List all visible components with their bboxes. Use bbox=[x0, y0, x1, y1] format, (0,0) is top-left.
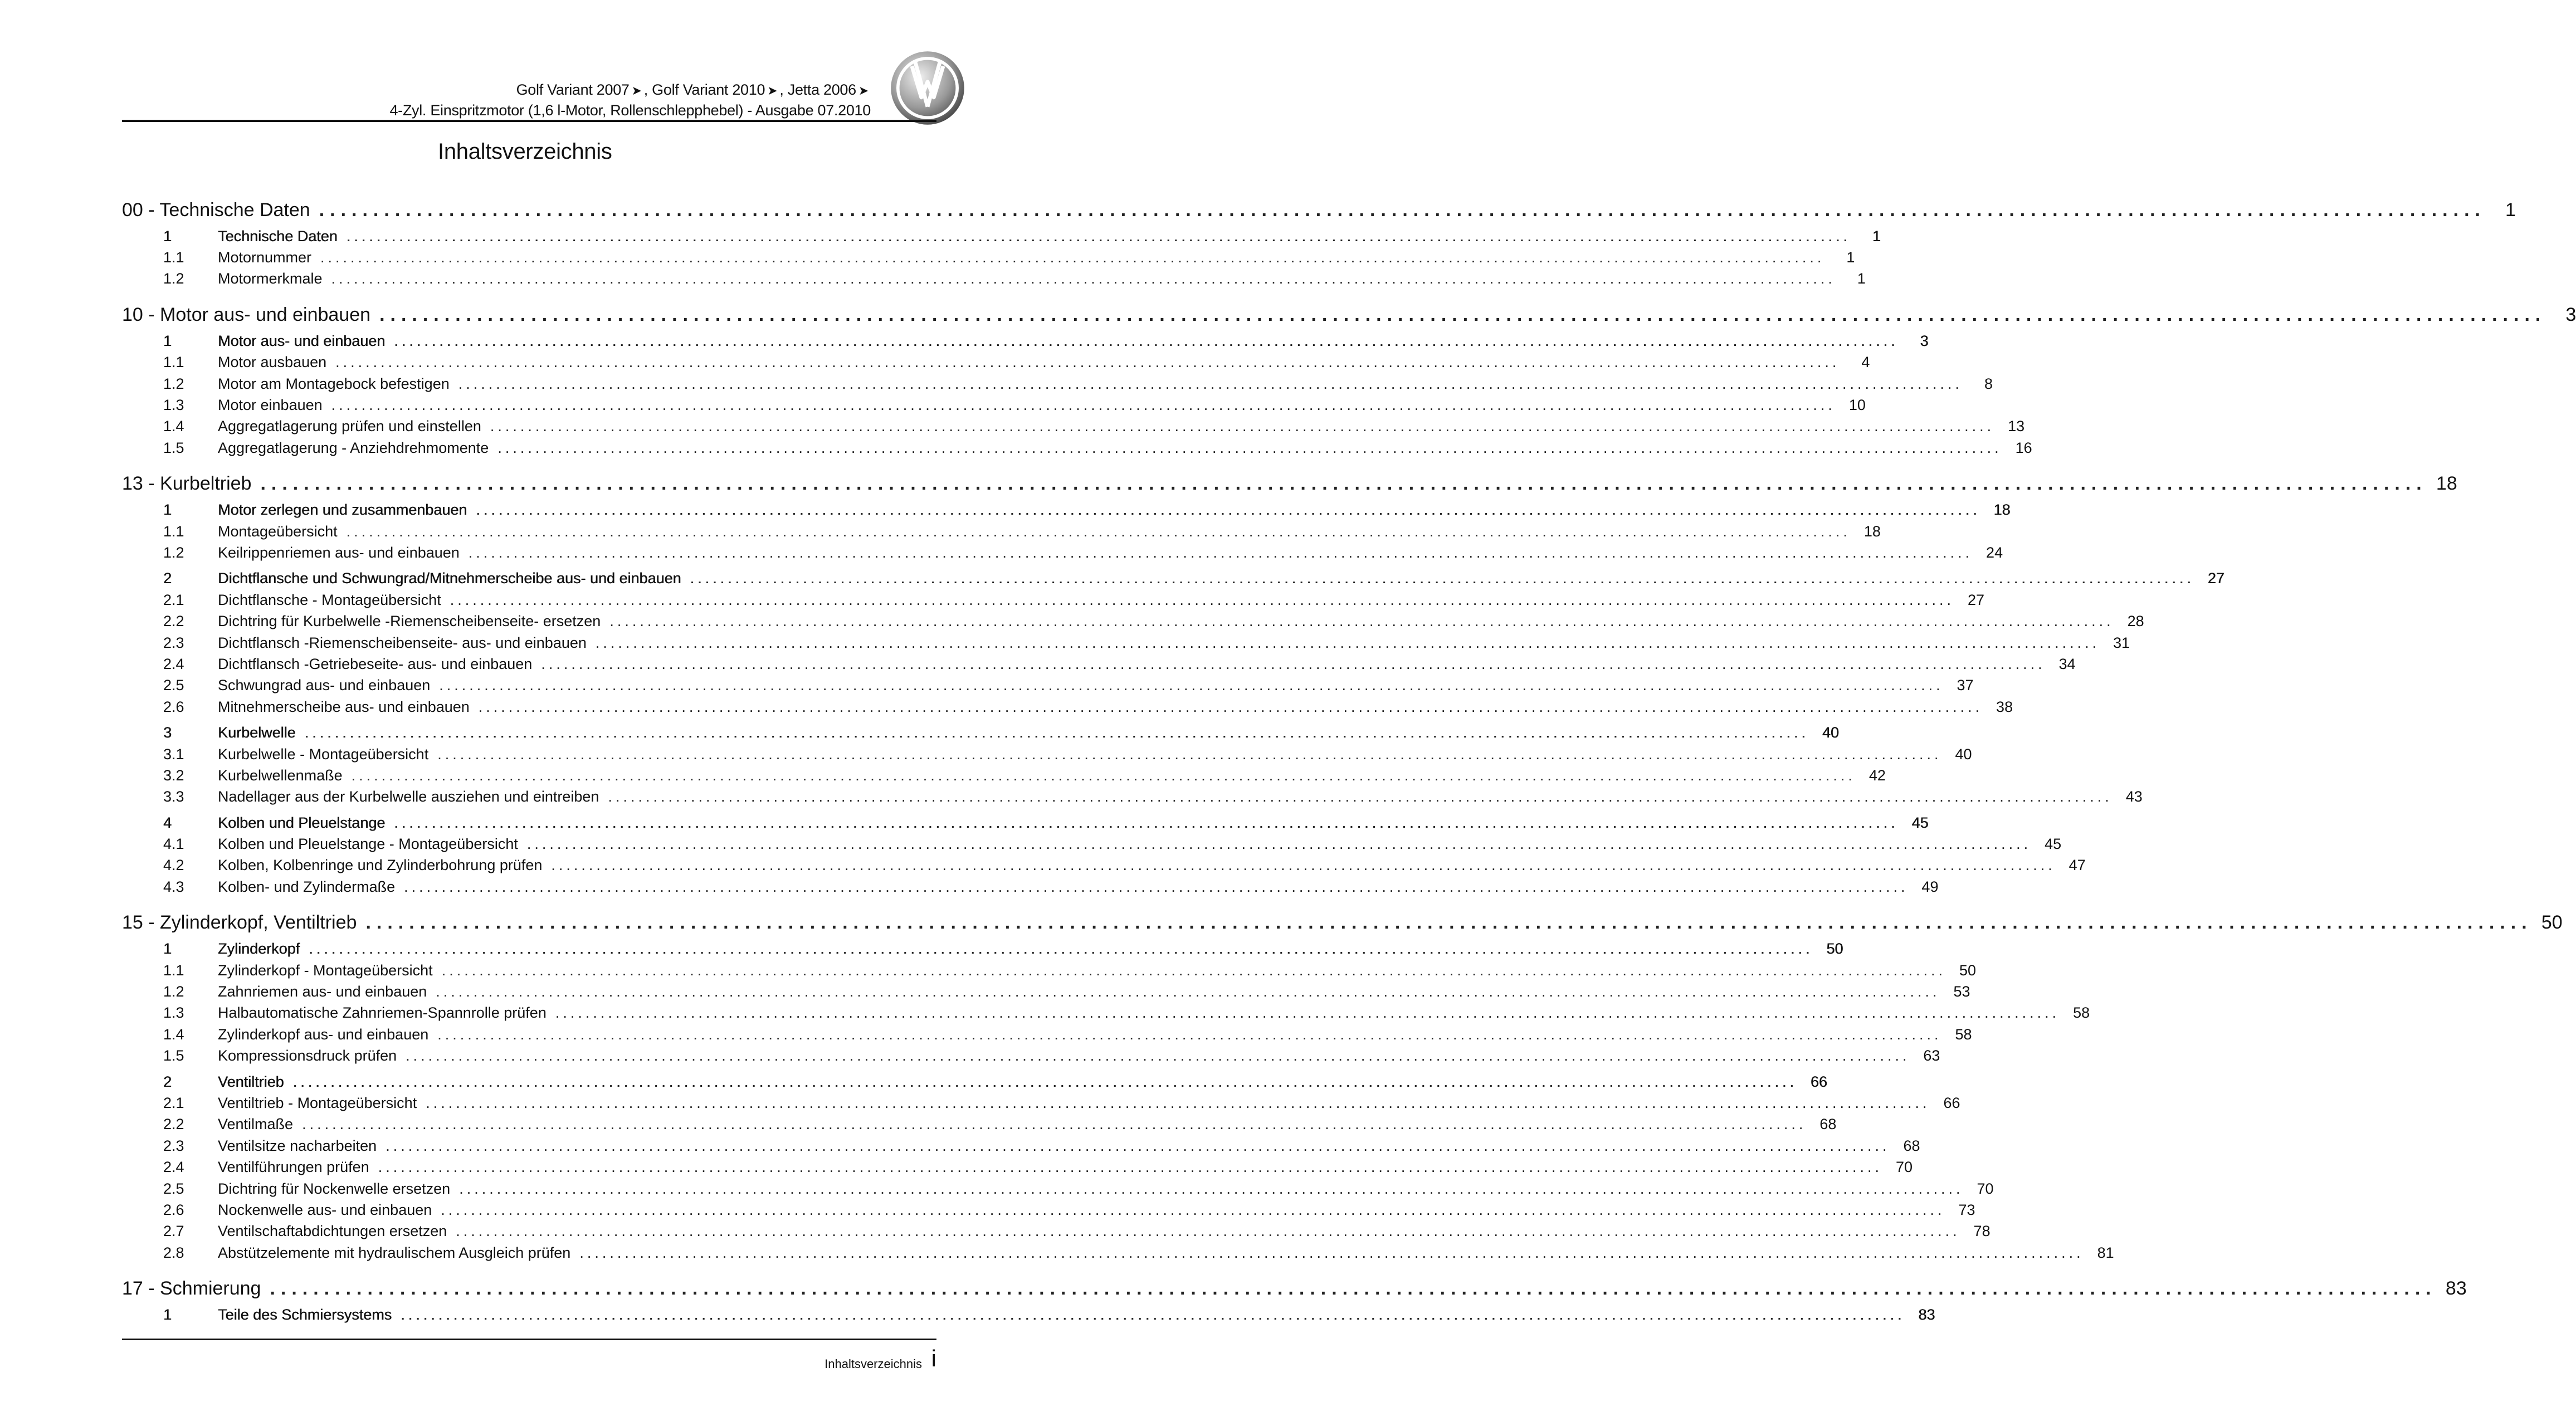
dot-leader: ........................................................................................................................................................................................................ bbox=[595, 634, 2100, 651]
chapter-title: 10 - Motor aus- und einbauen bbox=[122, 304, 371, 325]
entry-page: 58 bbox=[1955, 1025, 1972, 1043]
toc-entry[interactable] bbox=[122, 589, 1984, 611]
entry-title: Zahnriemen aus- und einbauen bbox=[218, 983, 427, 1000]
entry-title: Dichtflansch -Riemenscheibenseite- aus- und einbauen bbox=[218, 634, 587, 651]
dot-leader: ........................................................................................................................................................................................................ bbox=[394, 332, 1899, 349]
dot-leader: ........................................................................................................................................................................................................ bbox=[551, 857, 2056, 874]
table-of-contents bbox=[122, 197, 2576, 1326]
entry-title: Teile des Schmiersystems bbox=[218, 1306, 392, 1324]
chapter-page: 3 bbox=[2565, 304, 2576, 325]
entry-page: 3 bbox=[1920, 332, 1929, 349]
header-subtitle: 4-Zyl. Einspritzmotor (1,6 l-Motor, Rollenschlepphebel) - Ausgabe 07.2010 bbox=[389, 102, 871, 119]
dot-leader: ........................................................................................................................................................................................................ bbox=[351, 766, 1856, 784]
toc-entry[interactable] bbox=[122, 855, 2086, 876]
entry-page: 34 bbox=[2058, 655, 2076, 672]
chapter-title: 17 - Schmierung bbox=[122, 1277, 261, 1299]
entry-title: Aggregatlagerung - Anziehdrehmomente bbox=[218, 439, 489, 456]
dot-leader: ........................................................................................................................................................................................................ bbox=[394, 814, 1899, 831]
dot-leader: ........................................................................................................................................................................................................ bbox=[379, 304, 2546, 325]
dot-leader: ........................................................................................................................................................................................................ bbox=[441, 961, 1946, 979]
entry-title: Keilrippenriemen aus- und einbauen bbox=[218, 544, 460, 561]
toc-entry[interactable] bbox=[122, 611, 2144, 632]
arrow-icon: ➤ bbox=[631, 84, 642, 97]
entry-page: 47 bbox=[2068, 857, 2086, 874]
toc-entry[interactable] bbox=[122, 833, 2062, 854]
toc-entry[interactable] bbox=[122, 1242, 2114, 1263]
entry-page: 40 bbox=[1822, 724, 1839, 741]
entry-number: 2.4 bbox=[163, 655, 184, 672]
entry-number: 1.4 bbox=[163, 418, 184, 435]
entry-title: Schwungrad aus- und einbauen bbox=[218, 677, 431, 694]
dot-leader: ........................................................................................................................................................................................................ bbox=[302, 1116, 1807, 1133]
footer-section: Inhaltsverzeichnis bbox=[824, 1357, 922, 1371]
entry-number: 1.4 bbox=[163, 1025, 184, 1043]
entry-title: Motor zerlegen und zusammenbauen bbox=[218, 501, 467, 519]
entry-number: 1.2 bbox=[163, 270, 184, 287]
entry-number: 2.1 bbox=[163, 591, 184, 608]
entry-title: Zylinderkopf aus- und einbauen bbox=[218, 1025, 429, 1043]
entry-page: 78 bbox=[1973, 1223, 1990, 1240]
toc-entry[interactable] bbox=[122, 1304, 1935, 1325]
dot-leader: ........................................................................................................................................................................................................ bbox=[260, 473, 2427, 495]
toc-entry[interactable] bbox=[122, 1135, 1920, 1156]
dot-leader: ........................................................................................................................................................................................................ bbox=[304, 724, 1809, 741]
entry-title: Dichtring für Nockenwelle ersetzen bbox=[218, 1180, 451, 1197]
entry-number: 4 bbox=[163, 814, 172, 831]
entry-page: 1 bbox=[1846, 249, 1855, 266]
entry-title: Ventilführungen prüfen bbox=[218, 1159, 369, 1176]
toc-entry[interactable] bbox=[122, 812, 1929, 833]
dot-leader: ........................................................................................................................................................................................................ bbox=[386, 1137, 1890, 1154]
dot-leader: ........................................................................................................................................................................................................ bbox=[346, 522, 1851, 540]
arrow-icon: ➤ bbox=[767, 84, 778, 97]
entry-page: 83 bbox=[1918, 1306, 1935, 1324]
toc-entry[interactable] bbox=[122, 1003, 2090, 1024]
dot-leader: ........................................................................................................................................................................................................ bbox=[436, 983, 1940, 1000]
dot-leader: ........................................................................................................................................................................................................ bbox=[331, 397, 1836, 414]
toc-entry[interactable] bbox=[122, 521, 1881, 542]
chapter-page: 1 bbox=[2505, 199, 2516, 221]
toc-entry[interactable] bbox=[122, 330, 1929, 351]
entry-number: 1.1 bbox=[163, 354, 184, 371]
dot-leader: ........................................................................................................................................................................................................ bbox=[437, 745, 1942, 763]
toc-chapter[interactable] bbox=[122, 197, 2516, 223]
entry-title: Motor ausbauen bbox=[218, 354, 327, 371]
footer-divider bbox=[122, 1339, 936, 1340]
entry-number: 2 bbox=[163, 1073, 172, 1090]
toc-entry[interactable] bbox=[122, 1114, 1837, 1135]
entry-title: Motor aus- und einbauen bbox=[218, 332, 386, 349]
chapter-page: 83 bbox=[2445, 1277, 2467, 1299]
toc-entry[interactable] bbox=[122, 1199, 1975, 1220]
entry-page: 4 bbox=[1861, 354, 1870, 371]
dot-leader: ........................................................................................................................................................................................................ bbox=[526, 836, 2032, 853]
entry-page: 16 bbox=[2015, 439, 2032, 456]
entry-number: 2.2 bbox=[163, 613, 184, 630]
header-models: Golf Variant 2007 ➤ , Golf Variant 2010 ➤ , Jetta 2006 ➤ bbox=[516, 81, 869, 98]
dot-leader: ........................................................................................................................................................................................................ bbox=[331, 270, 1836, 287]
arrow-icon: ➤ bbox=[858, 84, 869, 97]
entry-number: 1 bbox=[163, 940, 172, 958]
toc-entry[interactable] bbox=[122, 416, 2025, 437]
entry-number: 1 bbox=[163, 1306, 172, 1324]
entry-title: Zylinderkopf - Montageübersicht bbox=[218, 961, 433, 979]
dot-leader: ........................................................................................................................................................................................................ bbox=[378, 1159, 1883, 1176]
entry-number: 3 bbox=[163, 724, 172, 741]
entry-page: 37 bbox=[1957, 677, 1974, 694]
entry-page: 1 bbox=[1872, 227, 1881, 245]
page-title: Inhaltsverzeichnis bbox=[438, 139, 612, 164]
entry-number: 1.3 bbox=[163, 397, 184, 414]
entry-title: Kolben und Pleuelstange - Montageübersicht bbox=[218, 836, 518, 853]
entry-title: Kurbelwelle - Montageübersicht bbox=[218, 745, 429, 763]
entry-number: 1 bbox=[163, 227, 172, 245]
toc-entry[interactable] bbox=[122, 568, 2224, 589]
footer-page-number: i bbox=[931, 1345, 936, 1371]
dot-leader: ........................................................................................................................................................................................................ bbox=[450, 591, 1954, 608]
toc-entry[interactable] bbox=[122, 437, 2032, 458]
dot-leader: ........................................................................................................................................................................................................ bbox=[309, 940, 1813, 958]
toc-entry[interactable] bbox=[122, 1071, 1827, 1092]
header-divider bbox=[122, 120, 936, 122]
entry-number: 1.2 bbox=[163, 375, 184, 392]
entry-page: 31 bbox=[2113, 634, 2130, 651]
entry-number: 2.5 bbox=[163, 1180, 184, 1197]
entry-page: 1 bbox=[1857, 270, 1866, 287]
entry-number: 2.8 bbox=[163, 1244, 184, 1261]
toc-entry[interactable] bbox=[122, 1046, 1940, 1067]
dot-leader: ........................................................................................................................................................................................................ bbox=[439, 677, 1944, 694]
dot-leader: ........................................................................................................................................................................................................ bbox=[541, 655, 2046, 672]
toc-chapter[interactable] bbox=[122, 1275, 2467, 1302]
entry-title: Motormerkmale bbox=[218, 270, 323, 287]
entry-page: 50 bbox=[1959, 961, 1976, 979]
entry-title: Nockenwelle aus- und einbauen bbox=[218, 1201, 432, 1218]
toc-entry[interactable] bbox=[122, 394, 1866, 416]
dot-leader: ........................................................................................................................................................................................................ bbox=[346, 227, 1851, 245]
entry-number: 2.6 bbox=[163, 1201, 184, 1218]
entry-number: 4.1 bbox=[163, 836, 184, 853]
entry-page: 8 bbox=[1984, 375, 1993, 392]
entry-page: 42 bbox=[1868, 766, 1886, 784]
dot-leader: ........................................................................................................................................................................................................ bbox=[609, 613, 2114, 630]
entry-number: 2.2 bbox=[163, 1116, 184, 1133]
entry-title: Kolben, Kolbenringe und Zylinderbohrung prüfen bbox=[218, 857, 543, 874]
entry-title: Dichtflansche und Schwungrad/Mitnehmerscheibe aus- und einbauen bbox=[218, 570, 681, 587]
entry-number: 2.1 bbox=[163, 1094, 184, 1111]
toc-chapter[interactable] bbox=[122, 471, 2457, 497]
entry-number: 4.3 bbox=[163, 878, 184, 895]
entry-number: 1.2 bbox=[163, 983, 184, 1000]
entry-page: 66 bbox=[1810, 1073, 1827, 1090]
entry-page: 28 bbox=[2127, 613, 2144, 630]
entry-title: Kolben und Pleuelstange bbox=[218, 814, 386, 831]
entry-page: 68 bbox=[1903, 1137, 1920, 1154]
toc-entry[interactable] bbox=[122, 268, 1866, 290]
chapter-title: 00 - Technische Daten bbox=[122, 199, 310, 221]
toc-entry[interactable] bbox=[122, 632, 2130, 653]
toc-entry[interactable] bbox=[122, 722, 1839, 743]
dot-leader: ........................................................................................................................................................................................................ bbox=[459, 1180, 1964, 1197]
entry-number: 1.1 bbox=[163, 522, 184, 540]
dot-leader: ........................................................................................................................................................................................................ bbox=[555, 1004, 2060, 1022]
entry-title: Nadellager aus der Kurbelwelle ausziehen und eintreiben bbox=[218, 788, 599, 805]
dot-leader: ........................................................................................................................................................................................................ bbox=[365, 912, 2533, 934]
entry-page: 45 bbox=[1911, 814, 1929, 831]
toc-entry[interactable] bbox=[122, 744, 1972, 765]
dot-leader: ........................................................................................................................................................................................................ bbox=[608, 788, 2112, 805]
entry-page: 38 bbox=[1996, 698, 2013, 715]
dot-leader: ........................................................................................................................................................................................................ bbox=[456, 1223, 1960, 1240]
dot-leader: ........................................................................................................................................................................................................ bbox=[406, 1047, 1910, 1064]
entry-page: 24 bbox=[1986, 544, 2003, 561]
toc-entry[interactable] bbox=[122, 960, 1976, 981]
entry-title: Motornummer bbox=[218, 249, 312, 266]
dot-leader: ........................................................................................................................................................................................................ bbox=[476, 501, 1980, 519]
entry-number: 1 bbox=[163, 501, 172, 519]
entry-title: Kurbelwellenmaße bbox=[218, 766, 343, 784]
dot-leader: ........................................................................................................................................................................................................ bbox=[437, 1025, 1942, 1043]
entry-title: Abstützelemente mit hydraulischem Ausgleich prüfen bbox=[218, 1244, 571, 1261]
chapter-page: 18 bbox=[2436, 473, 2457, 495]
entry-title: Ventilmaße bbox=[218, 1116, 294, 1133]
entry-number: 1.5 bbox=[163, 1047, 184, 1064]
entry-page: 27 bbox=[2207, 570, 2224, 587]
entry-title: Halbautomatische Zahnriemen-Spannrolle prüfen bbox=[218, 1004, 547, 1022]
entry-title: Zylinderkopf bbox=[218, 940, 300, 958]
model-2: Golf Variant 2010 bbox=[652, 81, 765, 98]
entry-page: 10 bbox=[1848, 397, 1866, 414]
dot-leader: ........................................................................................................................................................................................................ bbox=[292, 1073, 1797, 1090]
entry-number: 4.2 bbox=[163, 857, 184, 874]
entry-title: Mitnehmerscheibe aus- und einbauen bbox=[218, 698, 470, 715]
dot-leader: ........................................................................................................................................................................................................ bbox=[270, 1277, 2437, 1299]
entry-number: 1.1 bbox=[163, 249, 184, 266]
dot-leader: ........................................................................................................................................................................................................ bbox=[441, 1201, 1945, 1218]
entry-number: 1.3 bbox=[163, 1004, 184, 1022]
entry-number: 3.2 bbox=[163, 766, 184, 784]
entry-page: 81 bbox=[2097, 1244, 2114, 1261]
entry-page: 53 bbox=[1953, 983, 1970, 1000]
toc-entry[interactable] bbox=[122, 1156, 1913, 1178]
dot-leader: ........................................................................................................................................................................................................ bbox=[690, 570, 2194, 587]
entry-page: 45 bbox=[2045, 836, 2062, 853]
dot-leader: ........................................................................................................................................................................................................ bbox=[404, 878, 1909, 895]
toc-entry[interactable] bbox=[122, 352, 1870, 373]
entry-title: Ventiltrieb bbox=[218, 1073, 284, 1090]
toc-entry[interactable] bbox=[122, 1024, 1972, 1045]
entry-page: 50 bbox=[1826, 940, 1843, 958]
toc-entry[interactable] bbox=[122, 500, 2011, 521]
entry-number: 1.1 bbox=[163, 961, 184, 979]
entry-page: 43 bbox=[2125, 788, 2143, 805]
toc-entry[interactable] bbox=[122, 226, 1881, 247]
dot-leader: ........................................................................................................................................................................................................ bbox=[458, 375, 1963, 392]
entry-page: 49 bbox=[1921, 878, 1939, 895]
chapter-title: 15 - Zylinderkopf, Ventiltrieb bbox=[122, 912, 357, 934]
entry-page: 63 bbox=[1923, 1047, 1940, 1064]
entry-title: Technische Daten bbox=[218, 227, 338, 245]
entry-page: 73 bbox=[1958, 1201, 1975, 1218]
entry-number: 2.7 bbox=[163, 1223, 184, 1240]
toc-entry[interactable] bbox=[122, 373, 1993, 394]
entry-page: 18 bbox=[1863, 522, 1881, 540]
entry-page: 27 bbox=[1967, 591, 1984, 608]
toc-entry[interactable] bbox=[122, 542, 2003, 563]
dot-leader: ........................................................................................................................................................................................................ bbox=[320, 249, 1825, 266]
toc-entry[interactable] bbox=[122, 1178, 1994, 1199]
toc-entry[interactable] bbox=[122, 981, 1970, 1002]
entry-page: 70 bbox=[1977, 1180, 1994, 1197]
entry-number: 2.5 bbox=[163, 677, 184, 694]
entry-number: 2.3 bbox=[163, 634, 184, 651]
entry-page: 66 bbox=[1943, 1094, 1960, 1111]
vw-logo-icon bbox=[889, 49, 967, 127]
entry-title: Montageübersicht bbox=[218, 522, 338, 540]
entry-title: Motor einbauen bbox=[218, 397, 323, 414]
entry-title: Aggregatlagerung prüfen und einstellen bbox=[218, 418, 481, 435]
entry-number: 3.1 bbox=[163, 745, 184, 763]
toc-entry[interactable] bbox=[122, 675, 1974, 696]
entry-page: 68 bbox=[1819, 1116, 1837, 1133]
toc-entry[interactable] bbox=[122, 765, 1886, 786]
entry-title: Dichtflansche - Montageübersicht bbox=[218, 591, 441, 608]
entry-title: Kolben- und Zylindermaße bbox=[218, 878, 396, 895]
entry-number: 3.3 bbox=[163, 788, 184, 805]
dot-leader: ........................................................................................................................................................................................................ bbox=[468, 544, 1973, 561]
entry-number: 2 bbox=[163, 570, 172, 587]
entry-number: 1 bbox=[163, 332, 172, 349]
model-3: Jetta 2006 bbox=[787, 81, 856, 98]
dot-leader: ........................................................................................................................................................................................................ bbox=[426, 1094, 1930, 1111]
dot-leader: ........................................................................................................................................................................................................ bbox=[478, 698, 1983, 715]
dot-leader: ........................................................................................................................................................................................................ bbox=[319, 199, 2486, 221]
toc-entry[interactable] bbox=[122, 1221, 1990, 1242]
toc-chapter[interactable] bbox=[122, 910, 2563, 936]
toc-chapter[interactable] bbox=[122, 301, 2576, 328]
entry-number: 2.3 bbox=[163, 1137, 184, 1154]
dot-leader: ........................................................................................................................................................................................................ bbox=[335, 354, 1840, 371]
entry-title: Dichtring für Kurbelwelle -Riemenscheibenseite- ersetzen bbox=[218, 613, 601, 630]
dot-leader: ........................................................................................................................................................................................................ bbox=[401, 1306, 1905, 1324]
toc-entry[interactable] bbox=[122, 876, 1939, 897]
toc-entry[interactable] bbox=[122, 653, 2076, 675]
dot-leader: ........................................................................................................................................................................................................ bbox=[579, 1244, 2084, 1261]
toc-entry[interactable] bbox=[122, 1092, 1960, 1114]
toc-entry[interactable] bbox=[122, 939, 1843, 960]
chapter-title: 13 - Kurbeltrieb bbox=[122, 473, 252, 495]
entry-page: 70 bbox=[1895, 1159, 1913, 1176]
entry-title: Ventiltrieb - Montageübersicht bbox=[218, 1094, 417, 1111]
entry-title: Ventilschaftabdichtungen ersetzen bbox=[218, 1223, 447, 1240]
entry-number: 1.5 bbox=[163, 439, 184, 456]
entry-page: 18 bbox=[1993, 501, 2011, 519]
entry-title: Motor am Montagebock befestigen bbox=[218, 375, 450, 392]
dot-leader: ........................................................................................................................................................................................................ bbox=[497, 439, 2002, 456]
entry-page: 40 bbox=[1955, 745, 1972, 763]
toc-entry[interactable] bbox=[122, 787, 2143, 808]
chapter-page: 50 bbox=[2541, 912, 2563, 934]
entry-number: 2.6 bbox=[163, 698, 184, 715]
entry-page: 13 bbox=[2008, 418, 2025, 435]
entry-title: Kurbelwelle bbox=[218, 724, 296, 741]
entry-page: 58 bbox=[2073, 1004, 2090, 1022]
toc-entry[interactable] bbox=[122, 247, 1855, 268]
entry-title: Ventilsitze nacharbeiten bbox=[218, 1137, 377, 1154]
dot-leader: ........................................................................................................................................................................................................ bbox=[490, 418, 1995, 435]
entry-title: Dichtflansch -Getriebeseite- aus- und einbauen bbox=[218, 655, 533, 672]
toc-entry[interactable] bbox=[122, 696, 2013, 717]
entry-number: 1.2 bbox=[163, 544, 184, 561]
model-1: Golf Variant 2007 bbox=[516, 81, 630, 98]
entry-title: Kompressionsdruck prüfen bbox=[218, 1047, 397, 1064]
entry-number: 2.4 bbox=[163, 1159, 184, 1176]
